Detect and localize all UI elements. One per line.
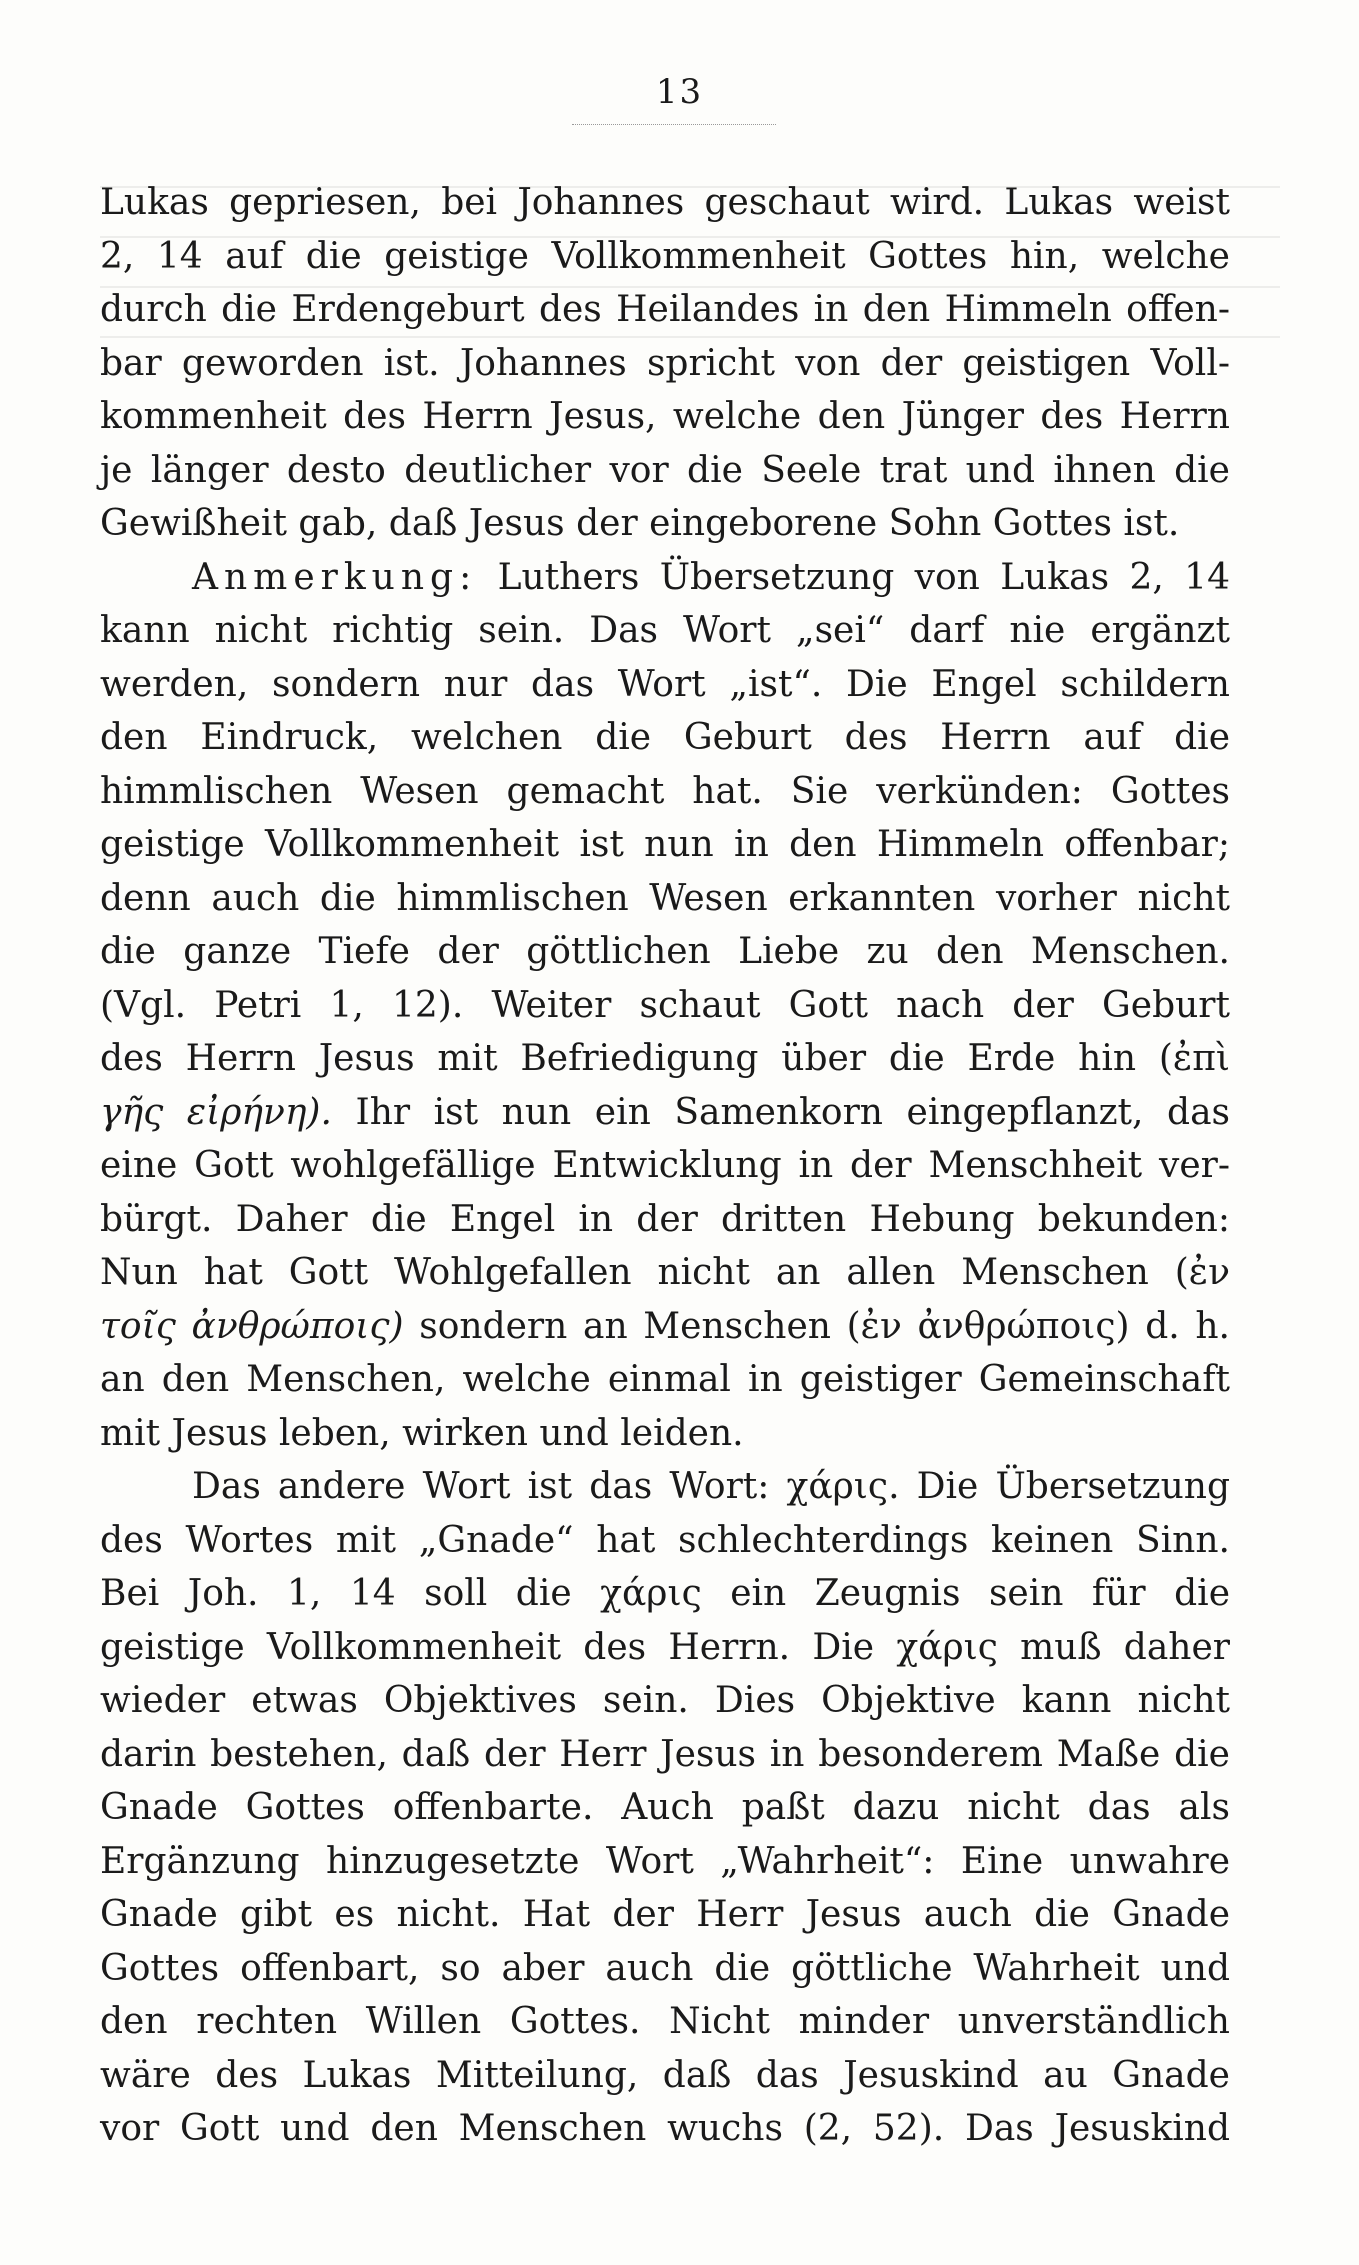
- text-line: wäre des Lukas Mitteilung, daß das Jesuskind au Gnade: [100, 2054, 1230, 2096]
- text-line: Lukas gepriesen, bei Johannes geschaut wird. Lukas weist: [100, 182, 1230, 223]
- anmerkung-label: Anmerkung:: [192, 556, 478, 598]
- header-rule: [572, 124, 776, 125]
- text-line: geistige Vollkommenheit ist nun in den Himmeln offenbar;: [100, 824, 1230, 865]
- text-line: vor Gott und den Menschen wuchs (2, 52). Das Jesuskind: [100, 2108, 1230, 2149]
- text-fragment: Luthers Übersetzung von Lukas 2, 14: [497, 556, 1230, 598]
- text-line: bürgt. Daher die Engel in der dritten Hebung bekunden:: [100, 1198, 1230, 1240]
- text-line: kommenheit des Herrn Jesus, welche den Jünger des Herrn: [100, 396, 1230, 437]
- text-line: des Wortes mit „Gnade“ hat schlechterdings keinen Sinn.: [100, 1519, 1230, 1561]
- text-line-greek: [100, 1300, 1230, 1354]
- text-line: die ganze Tiefe der göttlichen Liebe zu den Menschen.: [100, 931, 1230, 972]
- text-line: des Herrn Jesus mit Befriedigung über die Erde hin (ἐπὶ: [100, 1038, 1230, 1079]
- text-line: Ergänzung hinzugesetzte Wort „Wahrheit“: Eine unwahre: [100, 1840, 1230, 1882]
- text-line-greek: [100, 1086, 1230, 1140]
- text-line: Nun hat Gott Wohlgefallen nicht an allen Menschen (ἐν: [100, 1252, 1230, 1293]
- text-fragment: Ihr ist nun ein Samenkorn eingepflanzt, das: [355, 1091, 1231, 1133]
- text-fragment: sondern an Menschen (ἐν ἀνθρώποις) d. h.: [419, 1305, 1230, 1347]
- text-line: an den Menschen, welche einmal in geistiger Gemeinschaft: [100, 1359, 1230, 1400]
- text-line: Bei Joh. 1, 14 soll die χάρις ein Zeugnis sein für die: [100, 1573, 1230, 1614]
- text-line: den Eindruck, welchen die Geburt des Herrn auf die: [100, 717, 1230, 758]
- text-line: geistige Vollkommenheit des Herrn. Die χάρις muß daher: [100, 1626, 1230, 1668]
- greek-phrase: τοῖς ἀνθρώποις): [100, 1305, 404, 1347]
- text-line: Gnade Gottes offenbarte. Auch paßt dazu nicht das als: [100, 1787, 1230, 1828]
- text-line: 2, 14 auf die geistige Vollkommenheit Gottes hin, welche: [100, 235, 1230, 277]
- text-line: darin bestehen, daß der Herr Jesus in besonderem Maße die: [100, 1733, 1230, 1775]
- text-line: Gnade gibt es nicht. Hat der Herr Jesus auch die Gnade: [100, 1894, 1230, 1935]
- text-line: himmlischen Wesen gemacht hat. Sie verkünden: Gottes: [100, 770, 1230, 812]
- text-line: kann nicht richtig sein. Das Wort „sei“ darf nie ergänzt: [100, 610, 1230, 651]
- text-line: denn auch die himmlischen Wesen erkannten vorher nicht: [100, 877, 1230, 919]
- greek-phrase: γῆς εἰρήνη).: [100, 1091, 332, 1133]
- text-line: Gewißheit gab, daß Jesus der eingeborene Sohn Gottes ist.: [100, 503, 1180, 544]
- text-line: bar geworden ist. Johannes spricht von der geistigen Voll-: [100, 342, 1230, 384]
- text-line: wieder etwas Objektives sein. Dies Objektive kann nicht: [100, 1680, 1230, 1721]
- body-text: [100, 176, 1230, 2156]
- text-line: Gottes offenbart, so aber auch die göttliche Wahrheit und: [100, 1947, 1230, 1989]
- text-line: den rechten Willen Gottes. Nicht minder unverständlich: [100, 2001, 1230, 2042]
- text-line: je länger desto deutlicher vor die Seele trat und ihnen die: [100, 449, 1230, 491]
- text-line: eine Gott wohlgefällige Entwicklung in der Menschheit ver-: [100, 1145, 1230, 1186]
- text-line: werden, sondern nur das Wort „ist“. Die Engel schildern: [100, 663, 1230, 705]
- text-line: (Vgl. Petri 1, 12). Weiter schaut Gott nach der Geburt: [100, 984, 1230, 1026]
- text-line: Das andere Wort ist das Wort: χάρις. Die Übersetzung: [192, 1466, 1230, 1507]
- text-line-anmerkung: [100, 551, 1230, 605]
- page-number: 13: [655, 72, 704, 112]
- text-line: mit Jesus leben, wirken und leiden.: [100, 1412, 744, 1454]
- text-line: durch die Erdengeburt des Heilandes in den Himmeln offen-: [100, 289, 1230, 330]
